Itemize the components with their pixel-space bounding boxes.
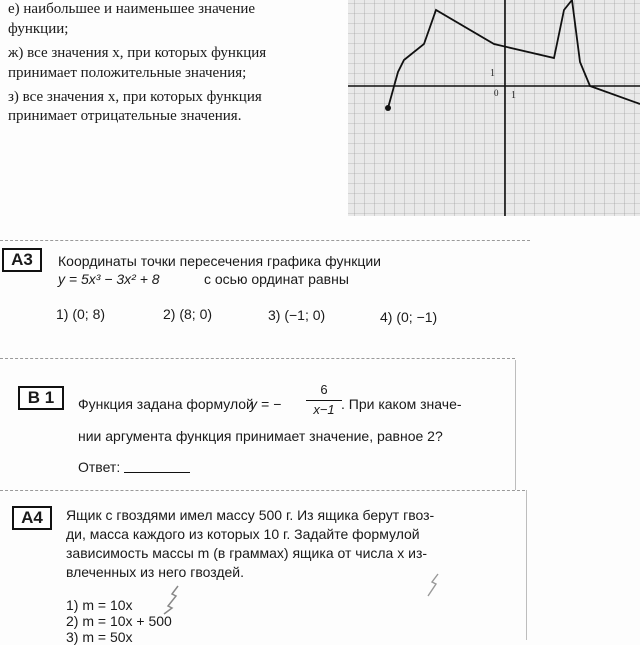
b1-y-equals: y = − [250, 396, 282, 412]
a3-option-1[interactable]: 1) (0; 8) [56, 306, 106, 322]
b1-denominator: x−1 [313, 402, 335, 417]
b1-question-suffix: . При каком значе- [341, 396, 462, 412]
b1-numerator: 6 [320, 382, 328, 397]
b1-answer-line[interactable] [124, 472, 190, 473]
task-label-a3: А3 [2, 248, 42, 272]
a3-question-line1: Координаты точки пересечения графика функции [58, 253, 381, 269]
a3-formula: y = 5x³ − 3x² + 8 [58, 271, 160, 287]
b1-answer-label: Ответ: [78, 459, 121, 475]
item-e-line1: е) наибольшее и наименьшее значение [8, 1, 256, 17]
b1-question-line2: нии аргумента функция принимает значение, равное 2? [78, 428, 443, 444]
a4-option-3[interactable]: 3) m = 50x [66, 629, 133, 645]
item-z-line1: з) все значения x, при которых функция [8, 89, 262, 105]
a3-option-2[interactable]: 2) (8; 0) [163, 306, 213, 322]
b1-question-prefix: Функция задана формулой [78, 396, 254, 412]
item-z-line2: принимает отрицательные значения. [8, 108, 242, 124]
a4-question-line1: Ящик с гвоздями имел массу 500 г. Из ящика берут гвоз- [66, 507, 435, 523]
separator-a4-right [526, 490, 527, 640]
a4-option-1[interactable]: 1) m = 10x [66, 597, 133, 613]
smudge-mark-icon [160, 584, 184, 616]
graph-label-origin: 0 [494, 88, 499, 98]
a3-option-4[interactable]: 4) (0; −1) [380, 309, 438, 325]
a4-question-line4: влеченных из него гвоздей. [66, 564, 245, 580]
item-zh-line1: ж) все значения x, при которых функция [8, 45, 267, 61]
a3-question-line2: с осью ординат равны [204, 271, 349, 287]
separator-a3-top [0, 240, 530, 241]
graph-label-y-one: 1 [490, 68, 495, 79]
a3-option-3[interactable]: 3) (−1; 0) [268, 307, 326, 323]
curve-start-point [385, 105, 391, 111]
graph-label-x-one: 1 [511, 90, 516, 101]
task-label-a4: А4 [12, 506, 52, 530]
graph-grid [348, 0, 640, 216]
separator-b1-right [515, 360, 516, 490]
item-e-line2: функции; [8, 21, 69, 37]
separator-a4-top [0, 490, 525, 491]
a4-option-2[interactable]: 2) m = 10x + 500 [66, 613, 172, 629]
function-graph [348, 0, 640, 216]
a4-question-line3: зависимость массы m (в граммах) ящика от числа x из- [66, 545, 428, 561]
separator-b1-top [0, 358, 515, 359]
smudge-mark-icon [424, 572, 442, 598]
b1-fraction-bar [306, 400, 342, 401]
task-label-b1: В 1 [18, 386, 64, 410]
graph-svg [348, 0, 640, 216]
item-zh-line2: принимает положительные значения; [8, 65, 247, 81]
a4-question-line2: ди, масса каждого из которых 10 г. Задайте формулой [66, 526, 420, 542]
